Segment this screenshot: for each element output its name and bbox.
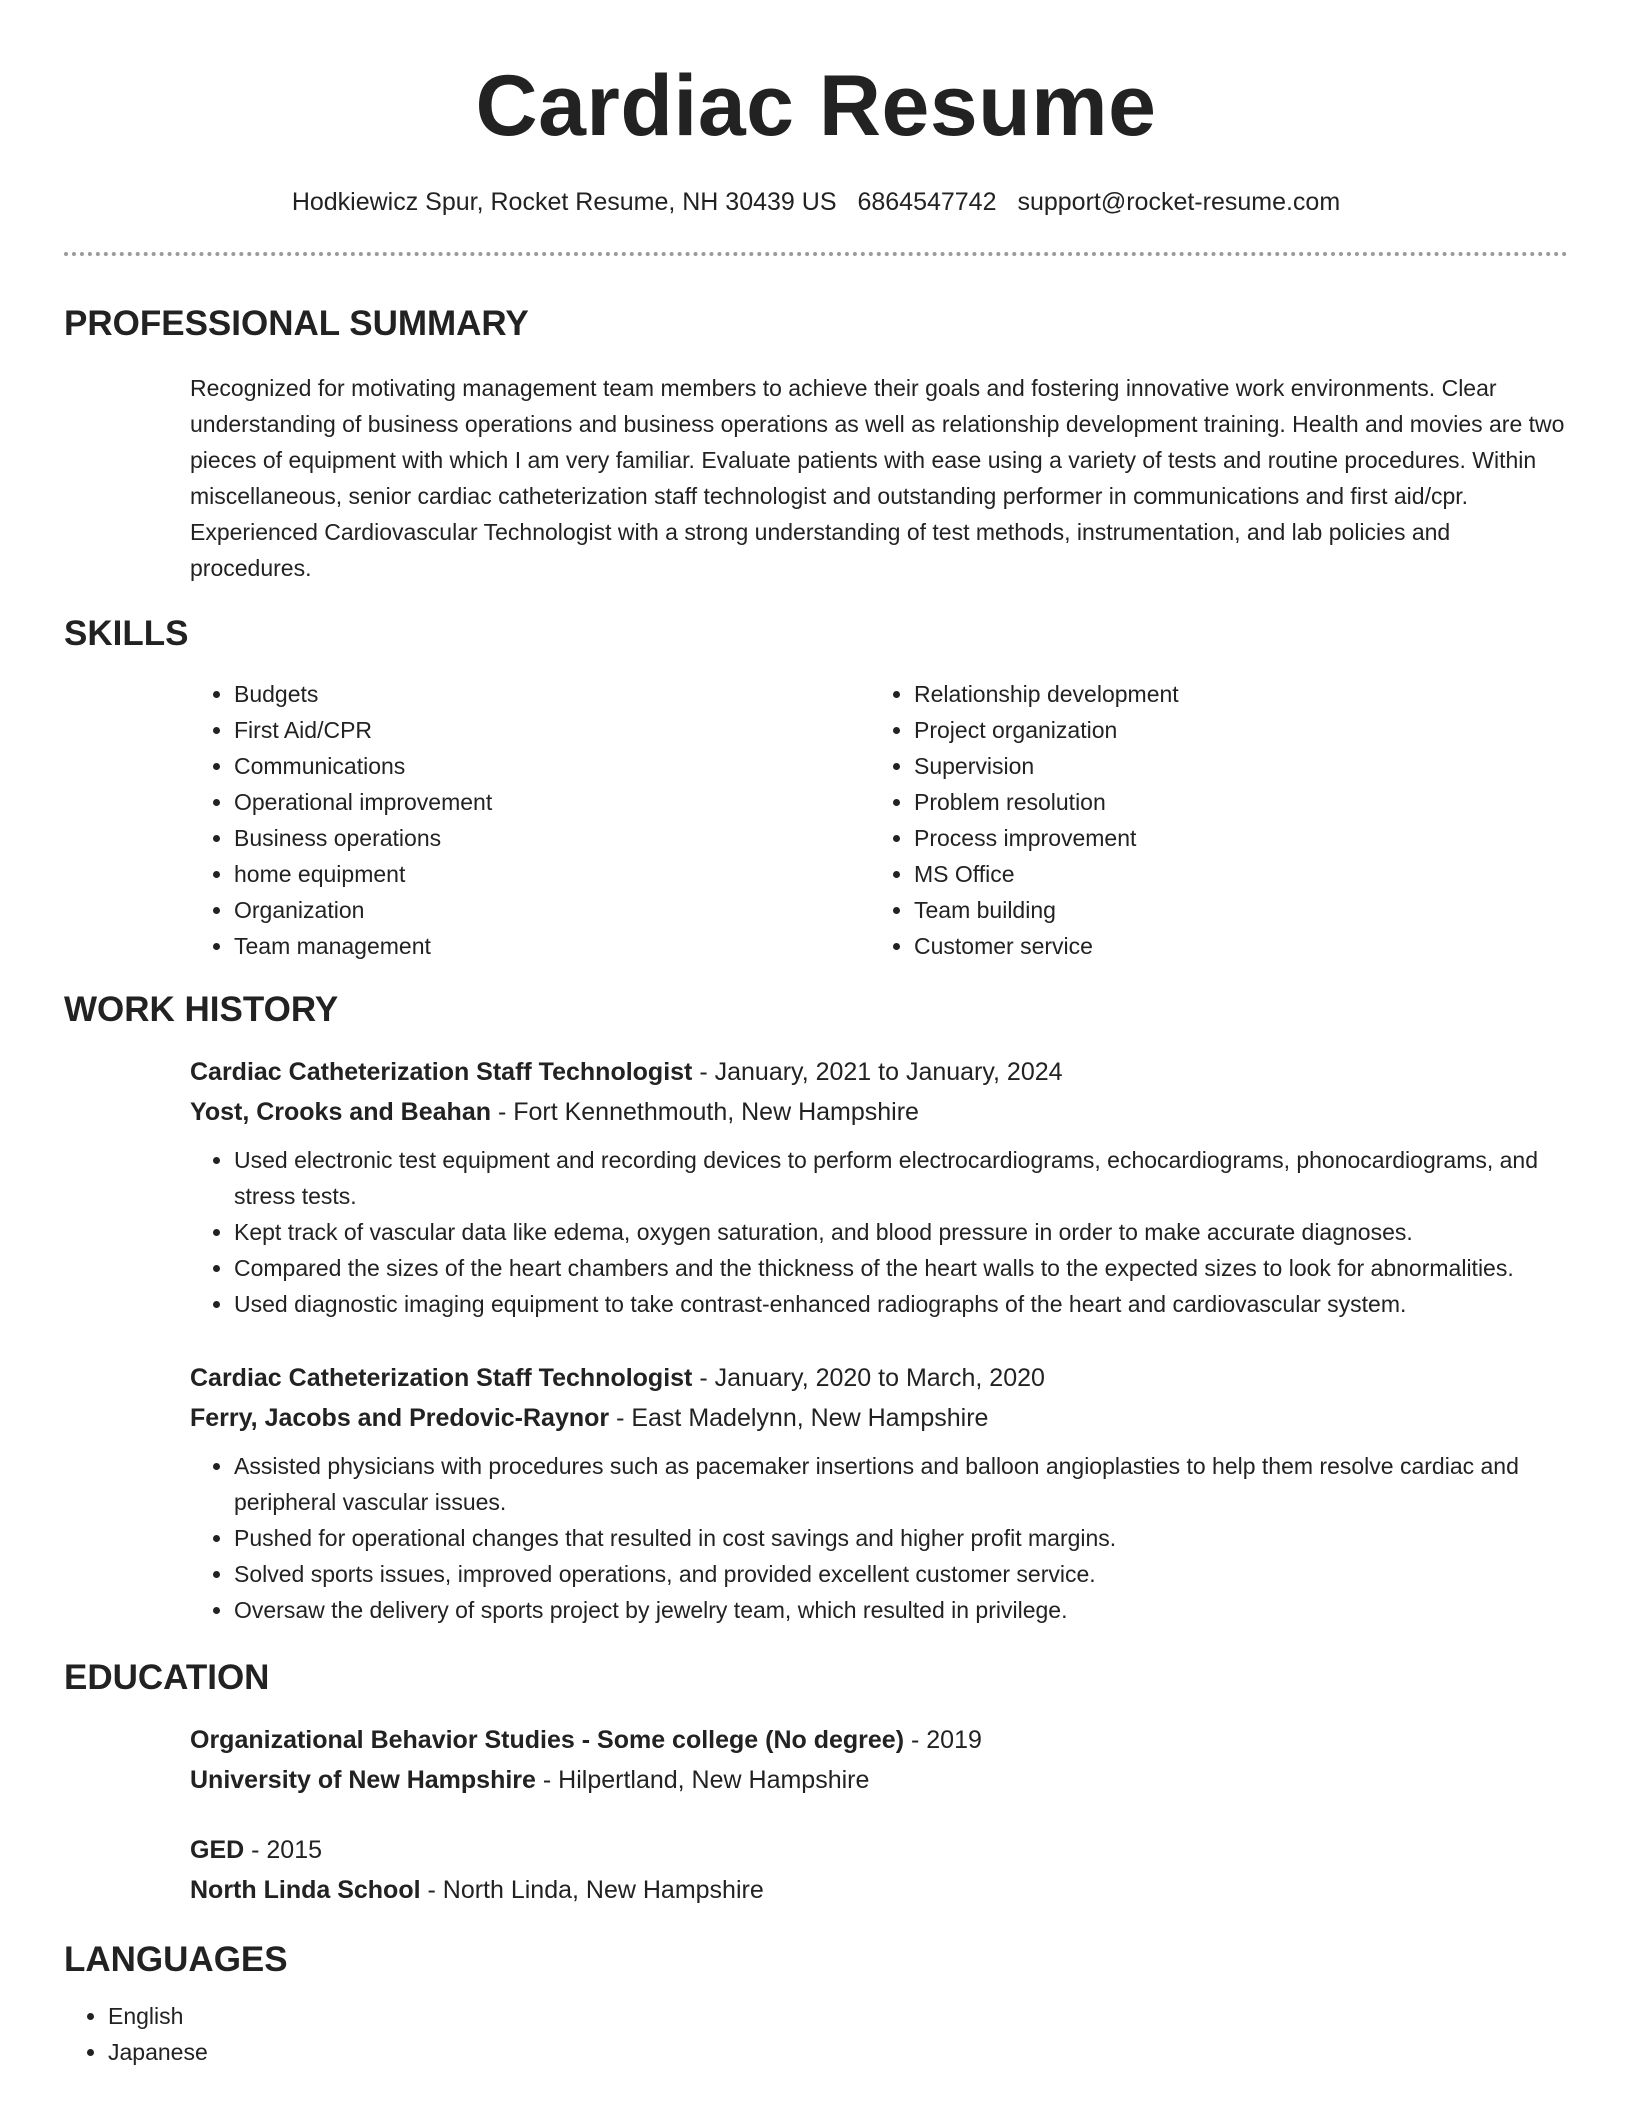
job-dates: - January, 2020 to March, 2020 <box>692 1364 1045 1392</box>
job-bullet: • Used diagnostic imaging equipment to take contrast-enhanced radiographs of the heart and cardiovascular system. <box>234 1286 1568 1322</box>
job-bullet: • Used electronic test equipment and recording devices to perform electrocardiograms, echocardiograms, phonocardiograms, and stress tests. <box>234 1142 1568 1214</box>
job-bullets <box>190 1448 1568 1628</box>
skill-item: • Process improvement <box>914 820 1550 856</box>
resume-name: Cardiac Resume <box>475 58 1157 154</box>
skills-column-left <box>190 676 870 964</box>
education-school: North Linda School <box>190 1876 421 1904</box>
contact-line <box>64 186 1568 218</box>
section-title-languages: LANGUAGES <box>64 1940 288 1979</box>
header-divider <box>64 252 1568 256</box>
education-year: - 2019 <box>904 1726 982 1754</box>
skills-column-right <box>870 676 1550 964</box>
section-title-skills: SKILLS <box>64 614 189 653</box>
education-location: - North Linda, New Hampshire <box>420 1876 764 1904</box>
skills-list <box>190 676 1568 964</box>
education-school-line <box>190 1760 1568 1800</box>
skill-item: • home equipment <box>234 856 870 892</box>
job-location: - Fort Kennethmouth, New Hampshire <box>491 1098 919 1126</box>
section-title-education: EDUCATION <box>64 1658 270 1697</box>
skill-item: • Business operations <box>234 820 870 856</box>
education-location: - Hilpertland, New Hampshire <box>535 1766 870 1794</box>
skill-item: • Relationship development <box>914 676 1550 712</box>
education-entry <box>190 1830 1568 1910</box>
education-year: - 2015 <box>244 1836 323 1864</box>
education-degree-line <box>190 1720 1568 1760</box>
languages-list <box>64 1998 1568 2070</box>
education-degree-line <box>190 1830 1568 1870</box>
job-bullet: • Compared the sizes of the heart chambers and the thickness of the heart walls to the expected sizes to look for abnormalities. <box>234 1250 1568 1286</box>
education-school-line <box>190 1870 1568 1910</box>
skill-item: • Project organization <box>914 712 1550 748</box>
contact-address: Hodkiewicz Spur, Rocket Resume, NH 30439 US <box>291 188 837 216</box>
skill-item: • Communications <box>234 748 870 784</box>
education-entry <box>190 1720 1568 1800</box>
job-company: Ferry, Jacobs and Predovic-Raynor <box>190 1404 610 1432</box>
job-entry <box>190 1358 1568 1628</box>
skill-item: • Customer service <box>914 928 1550 964</box>
contact-email: support@rocket-resume.com <box>1017 188 1341 216</box>
skill-item: • Organization <box>234 892 870 928</box>
skill-item: • Supervision <box>914 748 1550 784</box>
job-bullet: • Solved sports issues, improved operations, and provided excellent customer service. <box>234 1556 1568 1592</box>
skill-item: • Team management <box>234 928 870 964</box>
job-bullet: • Pushed for operational changes that resulted in cost savings and higher profit margins. <box>234 1520 1568 1556</box>
skill-item: • MS Office <box>914 856 1550 892</box>
contact-phone: 6864547742 <box>857 188 997 216</box>
job-company: Yost, Crooks and Beahan <box>190 1098 491 1126</box>
job-bullets <box>190 1142 1568 1322</box>
job-title-line <box>190 1358 1568 1398</box>
language-item: • Japanese <box>108 2034 1568 2070</box>
education-degree: GED <box>190 1836 245 1864</box>
job-location: - East Madelynn, New Hampshire <box>609 1404 989 1432</box>
job-bullet: • Kept track of vascular data like edema, oxygen saturation, and blood pressure in order to make accurate diagnoses. <box>234 1214 1568 1250</box>
section-title-summary: PROFESSIONAL SUMMARY <box>64 304 529 343</box>
job-company-line <box>190 1092 1568 1132</box>
job-role: Cardiac Catheterization Staff Technologist <box>190 1058 693 1086</box>
skill-item: • Operational improvement <box>234 784 870 820</box>
education-degree: Organizational Behavior Studies - Some college (No degree) <box>190 1726 905 1754</box>
job-dates: - January, 2021 to January, 2024 <box>692 1058 1063 1086</box>
job-bullet: • Assisted physicians with procedures such as pacemaker insertions and balloon angioplasties to help them resolve cardiac and peripheral vascular issues. <box>234 1448 1568 1520</box>
resume-page <box>64 0 1568 2070</box>
job-company-line <box>190 1398 1568 1438</box>
skill-item: • Budgets <box>234 676 870 712</box>
language-item: • English <box>108 1998 1568 2034</box>
job-role: Cardiac Catheterization Staff Technologist <box>190 1364 693 1392</box>
skill-item: • Problem resolution <box>914 784 1550 820</box>
job-entry <box>190 1052 1568 1322</box>
skill-item: • First Aid/CPR <box>234 712 870 748</box>
job-bullet: • Oversaw the delivery of sports project by jewelry team, which resulted in privilege. <box>234 1592 1568 1628</box>
education-school: University of New Hampshire <box>190 1766 536 1794</box>
skill-item: • Team building <box>914 892 1550 928</box>
job-title-line <box>190 1052 1568 1092</box>
section-title-work-history: WORK HISTORY <box>64 990 339 1029</box>
summary-text: Recognized for motivating management team members to achieve their goals and fostering innovative work environments. Clear understanding of business operations and business operations as well as relationship development training. Health and movies are two pieces of equipment with which I am very familiar. Evaluate patients with ease using a variety of tests and routine procedures. Within miscellaneous, senior cardiac catheterization staff technologist and outstanding performer in communications and first aid/cpr. Experienced Cardiovascular Technologist with a strong understanding of test methods, instrumentation, and lab policies and procedures. <box>190 375 1565 581</box>
